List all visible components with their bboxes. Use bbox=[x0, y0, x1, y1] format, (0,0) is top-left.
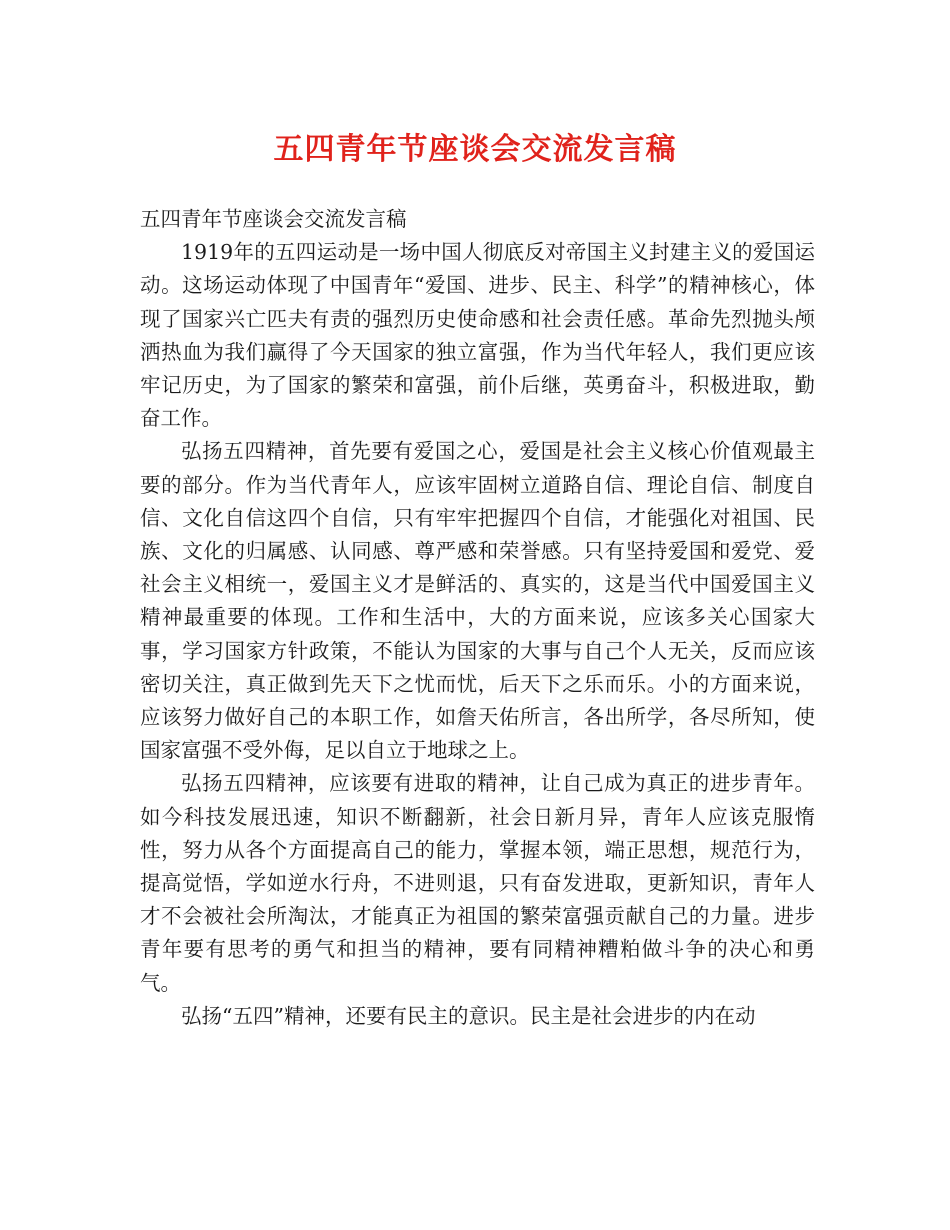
paragraph-2: 弘扬五四精神，首先要有爱国之心，爱国是社会主义核心价值观最主要的部分。作为当代青年人，应该牢固树立道路自信、理论自信、制度自信、文化自信这四个自信，只有牢牢把握四个自信，才能强化对祖国、民族、文化的归属感、认同感、尊严感和荣誉感。只有坚持爱国和爱党、爱社会主义相统一，爱国主义才是鲜活的、真实的，这是当代中国爱国主义精神最重要的体现。工作和生活中，大的方面来说，应该多关心国家大事，学习国家方针政策，不能认为国家的大事与自己个人无关，反而应该密切关注，真正做到先天下之忧而忧，后天下之乐而乐。小的方面来说，应该努力做好自己的本职工作，如詹天佑所言，各出所学，各尽所知，使国家富强不受外侮，足以自立于地球之上。 bbox=[140, 439, 815, 763]
paragraph-3: 弘扬五四精神，应该要有进取的精神，让自己成为真正的进步青年。如今科技发展迅速，知识不断翻新，社会日新月异，青年人应该克服惰性，努力从各个方面提高自己的能力，掌握本领，端正思想，规范行为，提高觉悟，学如逆水行舟，不进则退，只有奋发进取，更新知识，青年人才不会被社会所淘汰，才能真正为祖国的繁荣富强贡献自己的力量。进步青年要有思考的勇气和担当的精神，要有同精神糟粕做斗争的决心和勇气。 bbox=[140, 771, 815, 995]
document-title: 五四青年节座谈会交流发言稿 bbox=[273, 132, 677, 167]
document-body bbox=[140, 203, 815, 1033]
paragraph-1: 1919年的五四运动是一场中国人彻底反对帝国主义封建主义的爱国运动。这场运动体现了中国青年“爱国、进步、民主、科学”的精神核心，体现了国家兴亡匹夫有责的强烈历史使命感和社会责任感。革命先烈抛头颅洒热血为我们赢得了今天国家的独立富强，作为当代年轻人，我们更应该牢记历史，为了国家的繁荣和富强，前仆后继，英勇奋斗，积极进取，勤奋工作。 bbox=[140, 240, 815, 431]
document-subtitle: 五四青年节座谈会交流发言稿 bbox=[140, 207, 407, 231]
paragraph-4: 弘扬“五四”精神，还要有民主的意识。民主是社会进步的内在动 bbox=[181, 1003, 756, 1028]
